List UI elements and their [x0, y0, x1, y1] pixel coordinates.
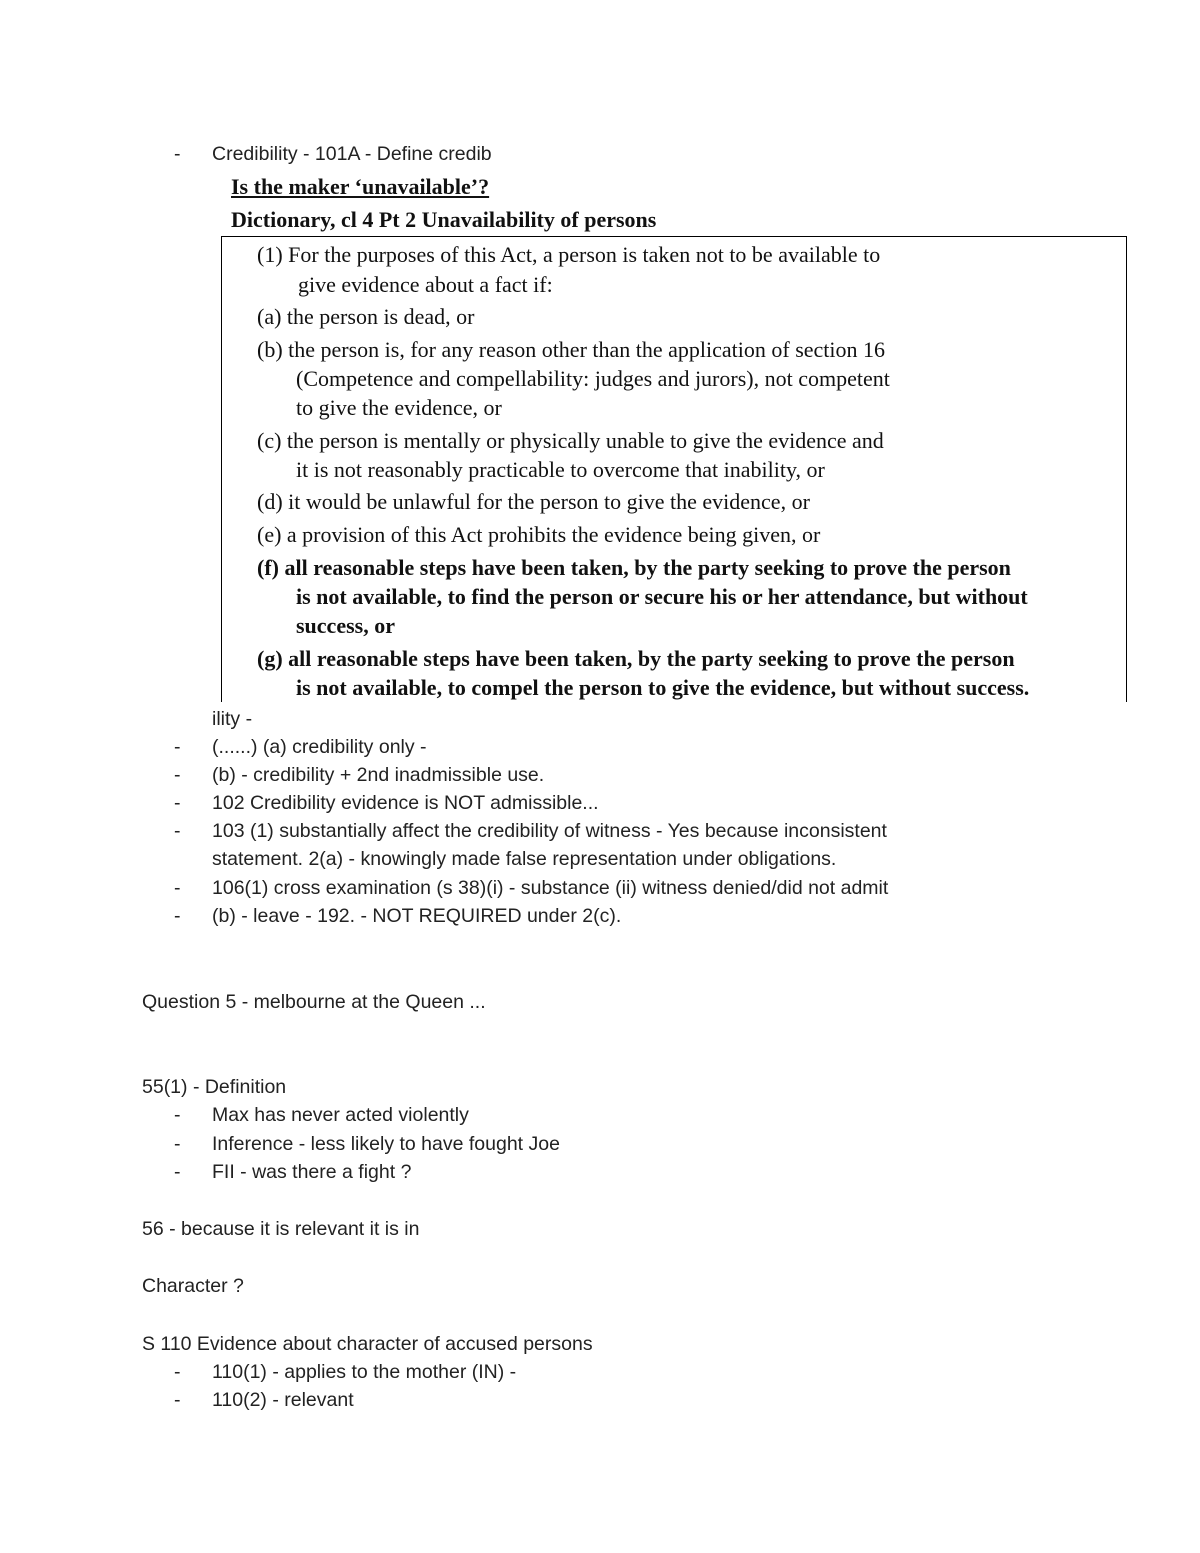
- bullet-dash: -: [174, 1161, 181, 1183]
- excerpt-line: (Competence and compellability: judges and jurors), not competent: [296, 366, 890, 391]
- section-55-heading: 55(1) - Definition: [142, 1076, 287, 1098]
- bullet-dash: -: [174, 1389, 181, 1411]
- continuation-text: ility -: [212, 708, 253, 730]
- bullet-dash: -: [174, 905, 181, 927]
- list-item: 110(1) - applies to the mother (IN) -: [212, 1361, 517, 1383]
- bullet-text: Credibility - 101A - Define credib: [212, 143, 492, 165]
- section-110-heading: S 110 Evidence about character of accused persons: [142, 1333, 593, 1355]
- excerpt-heading-dictionary: Dictionary, cl 4 Pt 2 Unavailability of persons: [231, 207, 657, 232]
- character-heading: Character ?: [142, 1275, 244, 1297]
- list-item: (b) - credibility + 2nd inadmissible use.: [212, 764, 545, 786]
- bullet-dash: -: [174, 764, 181, 786]
- bullet-dash: -: [174, 736, 181, 758]
- list-item: Inference - less likely to have fought Joe: [212, 1133, 560, 1155]
- bullet-dash: -: [174, 143, 181, 165]
- list-item: 110(2) - relevant: [212, 1389, 354, 1411]
- question-heading: Question 5 - melbourne at the Queen ...: [142, 991, 486, 1013]
- excerpt-line: (a) the person is dead, or: [257, 304, 475, 329]
- list-item: 103 (1) substantially affect the credibility of witness - Yes because inconsistent: [212, 820, 887, 842]
- excerpt-line: (e) a provision of this Act prohibits the evidence being given, or: [257, 522, 821, 547]
- excerpt-line: (b) the person is, for any reason other than the application of section 16: [257, 337, 886, 362]
- list-item: 106(1) cross examination (s 38)(i) - substance (ii) witness denied/did not admit: [212, 877, 889, 899]
- excerpt-line: success, or: [296, 613, 395, 638]
- excerpt-line: (g) all reasonable steps have been taken, by the party seeking to prove the person: [257, 646, 1015, 671]
- excerpt-line: to give the evidence, or: [296, 395, 502, 420]
- excerpt-line: (1) For the purposes of this Act, a person is taken not to be available to: [257, 242, 881, 267]
- excerpt-line: (c) the person is mentally or physically unable to give the evidence and: [257, 428, 884, 453]
- list-item: (......) (a) credibility only -: [212, 736, 427, 758]
- bullet-dash: -: [174, 792, 181, 814]
- section-56-text: 56 - because it is relevant it is in: [142, 1218, 420, 1240]
- excerpt-line: is not available, to find the person or secure his or her attendance, but without: [296, 584, 1028, 609]
- list-item: Max has never acted violently: [212, 1104, 469, 1126]
- list-item: 102 Credibility evidence is NOT admissible...: [212, 792, 599, 814]
- bullet-dash: -: [174, 877, 181, 899]
- excerpt-heading-unavailable: Is the maker ‘unavailable’?: [231, 174, 490, 199]
- list-item: (b) - leave - 192. - NOT REQUIRED under 2(c).: [212, 905, 622, 927]
- excerpt-line: give evidence about a fact if:: [298, 272, 553, 297]
- bullet-dash: -: [174, 1361, 181, 1383]
- bullet-dash: -: [174, 1104, 181, 1126]
- list-item: FII - was there a fight ?: [212, 1161, 412, 1183]
- excerpt-line: (f) all reasonable steps have been taken, by the party seeking to prove the person: [257, 555, 1011, 580]
- bullet-dash: -: [174, 820, 181, 842]
- excerpt-box: [221, 236, 1127, 702]
- excerpt-line: is not available, to compel the person to give the evidence, but without success.: [296, 675, 1030, 700]
- bullet-dash: -: [174, 1133, 181, 1155]
- excerpt-line: it is not reasonably practicable to overcome that inability, or: [296, 457, 825, 482]
- excerpt-line: (d) it would be unlawful for the person to give the evidence, or: [257, 489, 810, 514]
- list-item-continuation: statement. 2(a) - knowingly made false representation under obligations.: [212, 848, 837, 870]
